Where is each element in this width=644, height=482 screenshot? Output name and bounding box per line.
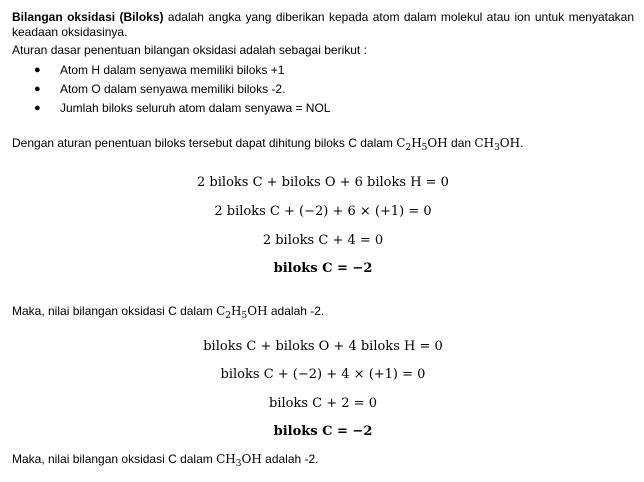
- bullet-icon: ●: [34, 83, 41, 95]
- calc-intro-text-middle: dan: [447, 136, 475, 150]
- intro-term: Bilangan oksidasi (Biloks): [12, 10, 164, 24]
- formula-ethanol: $C_2H_5OH$: [396, 136, 448, 153]
- methanol-equation-3: biloks C + 2 = 0: [269, 396, 377, 411]
- formula-ethanol: $C_2H_5OH$: [216, 304, 268, 321]
- rule-text: Atom H dalam senyawa memiliki biloks +1: [60, 63, 285, 77]
- ethanol-conclusion: Maka, nilai bilangan oksidasi C dalam $C_2H_5OH$ adalah -2.: [12, 304, 325, 321]
- bullet-icon: ●: [34, 64, 41, 76]
- ethanol-equation-1: 2 biloks C + biloks O + 6 biloks H = 0: [197, 175, 449, 190]
- methanol-equation-1: biloks C + biloks O + 4 biloks H = 0: [203, 339, 443, 354]
- rule-text: Jumlah biloks seluruh atom dalam senyawa = NOL: [60, 101, 331, 115]
- calc-intro: [12, 136, 523, 151]
- ethanol-equation-3: 2 biloks C + 4 = 0: [262, 233, 384, 248]
- list-item: [12, 80, 634, 99]
- bullet-icon: ●: [34, 102, 41, 114]
- intro-definition: adalah angka yang diberikan kepada atom dalam molekul atau ion untuk menyatakan keadaan oksidasinya.: [12, 10, 634, 39]
- rules-list: [12, 61, 634, 118]
- formula-methanol: $CH_3OH$: [216, 452, 262, 469]
- list-item: [12, 99, 634, 118]
- ethanol-equation-2: 2 biloks C + (−2) + 6 × (+1) = 0: [214, 204, 432, 219]
- rules-title: Aturan dasar penentuan bilangan oksidasi adalah sebagai berikut :: [12, 43, 367, 57]
- methanol-equation-result: biloks C = −2: [273, 424, 373, 439]
- calc-intro-text-after: .: [520, 136, 524, 150]
- intro-paragraph: [12, 10, 634, 40]
- document: [12, 10, 634, 469]
- list-item: [12, 61, 634, 80]
- rule-text: Atom O dalam senyawa memiliki biloks -2.: [60, 82, 286, 96]
- formula-methanol: $CH_3OH$: [474, 136, 521, 153]
- ethanol-equation-result: biloks C = −2: [273, 261, 373, 276]
- methanol-conclusion: Maka, nilai bilangan oksidasi C dalam $CH_3OH$ adalah -2.: [12, 452, 319, 469]
- methanol-equation-2: biloks C + (−2) + 4 × (+1) = 0: [220, 367, 426, 382]
- calc-intro-text-before: Dengan aturan penentuan biloks tersebut dapat dihitung biloks C dalam: [12, 136, 397, 150]
